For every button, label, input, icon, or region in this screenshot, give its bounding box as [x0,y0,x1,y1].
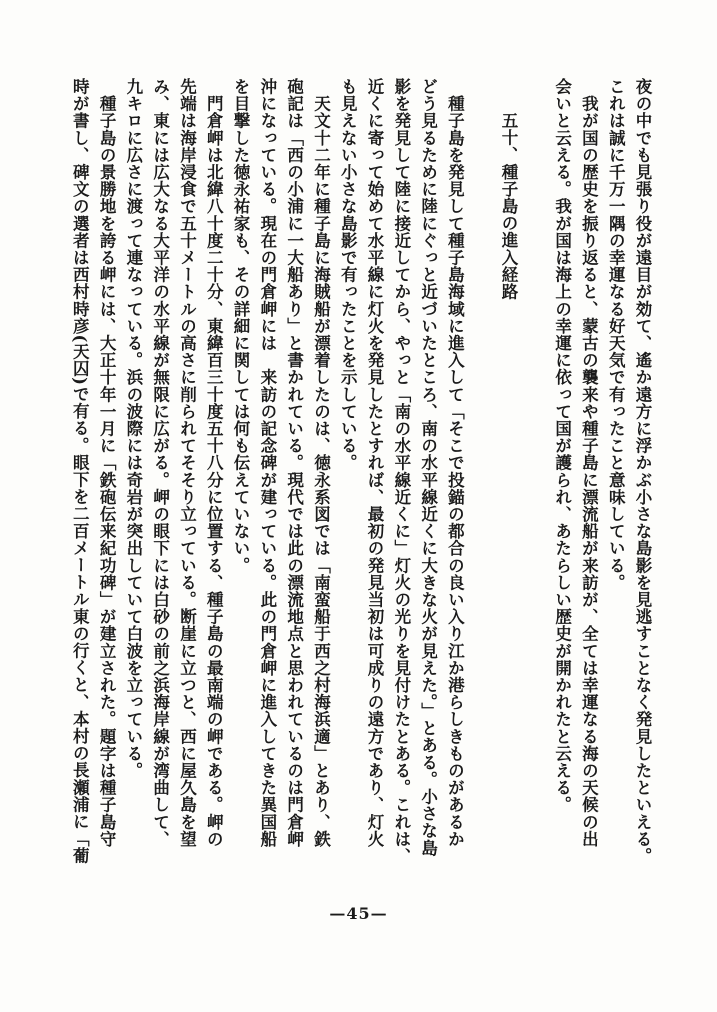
blank-column [521,78,548,878]
text-column: 門倉岬は北緯八十度二十分、東緯百三十度五十八分に位置する、種子島の最南端の岬である。岬の [204,78,224,848]
text-column: 沖になっている。現在の門倉岬には 来訪の記念碑が建っている。此の門倉岬に進入してきた異国船 [257,78,277,848]
text-column: 九キロに広さに渡って連なっている。浜の波際には奇岩が突出していて白波を立っている。 [123,78,143,780]
text-column: 種子島の景勝地を誇る岬には、大正十年一月に「鉄砲伝来紀功碑」が建立された。題字は種子島守 [97,78,117,848]
text-column: 影を発見して陸に接近してから、やっと「南の水平線近くに」灯火の光りを見付けたとある。これは、 [391,78,411,865]
blank-column [467,78,494,878]
text-column: これは誠に千万一隅の幸運なる好天気で有ったこと意味している。 [606,78,626,591]
page-number: —45— [329,904,388,923]
text-column: 近くに寄って始めて水平線に灯火を発見したとすれば、最初の発見当初は可成りの遠方であり、灯火 [365,78,385,848]
text-column: み、東には広大なる大平洋の水平線が無限に広がる。岬の眼下には白砂の前之浜海岸線が湾曲して、 [150,78,170,848]
text-column: 先端は海岸浸食で五十メートルの高さに削られてそそり立っている。断崖に立つと、西に屋久島を望 [177,78,197,848]
text-column: 夜の中でも見張り役が遠目が効て、遙か遠方に浮かぶ小さな島影を見逃すことなく発見したといえる。 [633,78,652,865]
text-column: を目撃した徳永祐家も、その詳細に関しては何も伝えていない。 [231,78,251,574]
text-column: どう見るために陸にぐっと近づいたところ、南の水平線近くに大きな火が見えた。」とある。小さな島 [418,78,438,857]
text-column: も見えない小さな島影で有ったことを示している。 [338,78,358,472]
text-column: 我が国の歴史を振り返ると、蒙古の襲来や種子島に漂流船が来訪が、全ては幸運なる海の天候の出 [579,78,599,848]
section-heading: 五十、種子島の進入経路 [499,112,519,301]
text-column: 天文十二年に種子島に海賊船が漂着したのは、徳永系図では「南蛮船于西之村海浜適」とあり、鉄 [311,78,331,848]
text-column: 時が書し、碑文の選者は西村時彦(天囚)で有る。眼下を二百メートル東の行くと、本村の長瀬浦に「葡 [70,78,90,865]
vertical-text-body [65,78,655,878]
text-column: 砲記は「西の小浦に一大船あり」と書かれている。現代では此の漂流地点と思われているのは門倉岬 [284,78,304,848]
text-column: 種子島を発見して種子島海域に進入して「そこで投錨の都合の良い入り江か港らしきものがあるか [445,78,465,848]
text-column: 会いと云える。我が国は海上の幸運に依って国が護られ、あたらしい歴史が開かれたと云える。 [552,78,572,814]
